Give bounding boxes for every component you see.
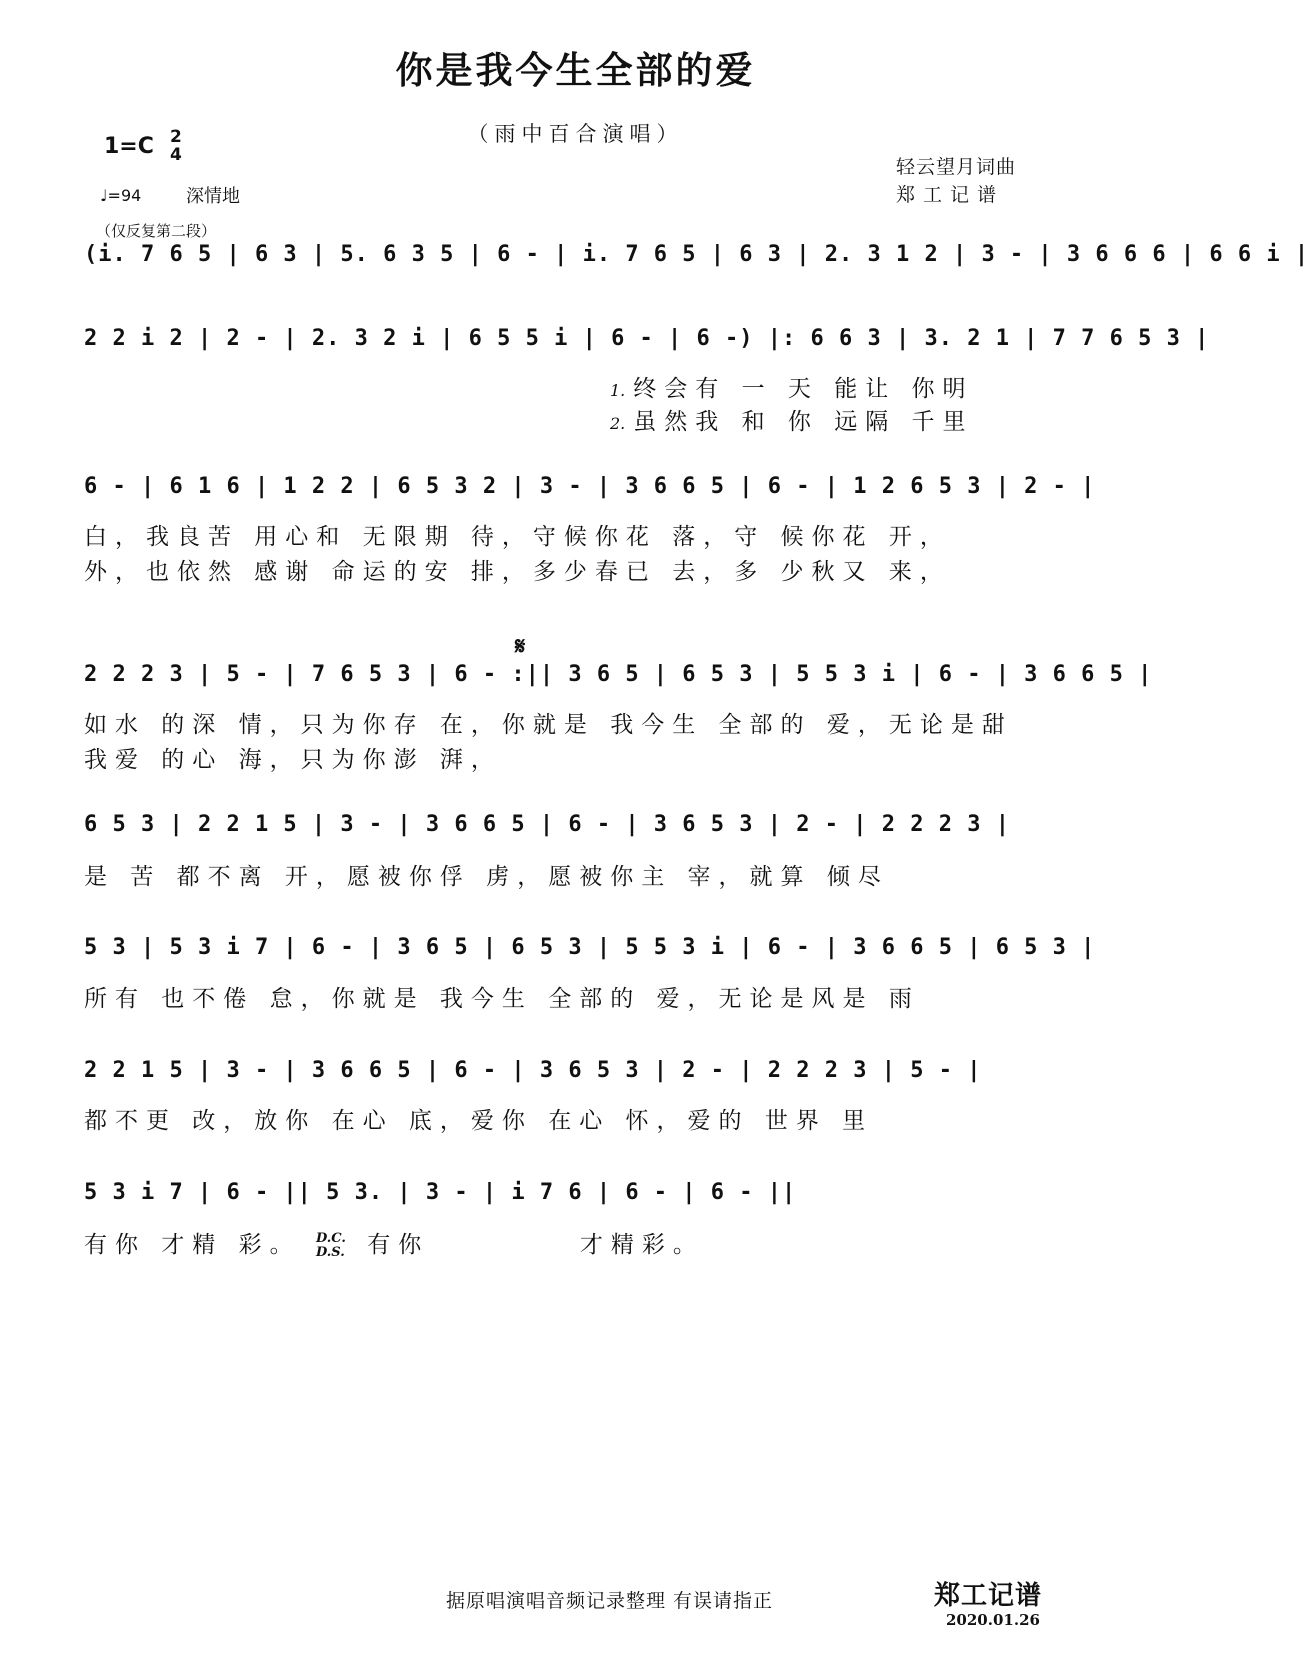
lyric-line-6: 所有 也不倦 怠，你就是 我今生 全部的 爱，无论是风是 雨 — [84, 986, 920, 1012]
staff-notes: 2 2 2 3 | 5 - | 7 6 5 3 | 6 - :|| 3 6 5 | 6 5 3 | 5 5 3 i | 6 - | 3 6 6 5 | — [84, 662, 1153, 687]
lyric-line-5: 是 苦 都不离 开，愿被你俘 虏，愿被你主 宰，就算 倾尽 — [84, 864, 889, 890]
verse-number: 1. — [610, 381, 626, 400]
lyric-text: 虽然我 和 你 远隔 千里 — [633, 409, 974, 435]
transcriber-credit: 郑工记谱 — [896, 184, 1005, 206]
lyric-text: 才精彩。 — [579, 1232, 704, 1258]
staff-notes: (i. 7 6 5 | 6 3 | 5. 6 3 5 | 6 - | i. 7 6 5 | 6 3 | 2. 3 1 2 | 3 - | 3 6 6 6 | 6 6 i | — [84, 242, 1309, 267]
ds-marking: D.S. — [315, 1245, 345, 1260]
staff-line-3 — [84, 474, 1094, 508]
staff-line-8 — [84, 1180, 844, 1214]
staff-line-4 — [84, 662, 1153, 696]
staff-line-1 — [84, 242, 1309, 276]
brand-stamp: 郑工记谱 — [934, 1581, 1043, 1611]
lyric-line-4-verse-1: 如水 的深 情，只为你存 在，你就是 我今生 全部的 爱，无论是甜 — [84, 712, 1013, 738]
time-bottom: 4 — [170, 145, 182, 165]
lyric-line-2-verse-1 — [610, 370, 1080, 403]
tempo-marking: ♩=94 — [100, 186, 142, 205]
staff-notes: 6 - | 6 1 6 | 1 2 2 | 6 5 3 2 | 3 - | 3 6 6 5 | 6 - | 1 2 6 5 3 | 2 - | — [84, 474, 1096, 499]
lyric-text: 有你 — [367, 1232, 430, 1258]
staff-line-5 — [84, 812, 1094, 846]
segno-sign: 𝄋 — [515, 632, 526, 660]
staff-notes: 2 2 i 2 | 2 - | 2. 3 2 i | 6 5 5 i | 6 - | 6 -) |: 6 6 3 | 3. 2 1 | 7 7 6 5 3 | — [84, 326, 1210, 351]
repeat-note: （仅反复第二段） — [96, 222, 217, 240]
time-top: 2 — [170, 127, 182, 147]
lyric-line-3-verse-2: 外，也依然 感谢 命运的安 排，多少春已 去，多 少秋又 来， — [84, 559, 951, 585]
expression-marking: 深情地 — [186, 186, 240, 207]
lyric-line-3-verse-1: 白，我良苦 用心和 无限期 待，守候你花 落，守 候你花 开， — [84, 524, 951, 550]
lyric-text: 终会有 一 天 能让 你明 — [633, 376, 974, 402]
lyric-line-4-verse-2: 我爱 的心 海，只为你澎 湃， — [84, 747, 502, 773]
staff-notes: 2 2 1 5 | 3 - | 3 6 6 5 | 6 - | 3 6 5 3 | 2 - | 2 2 2 3 | 5 - | — [84, 1058, 982, 1083]
key-signature: 1=C — [104, 134, 154, 159]
staff-notes: 5 3 i 7 | 6 - || 5 3. | 3 - | i 7 6 | 6 - | 6 - || — [84, 1180, 797, 1205]
verse-number: 2. — [610, 414, 626, 433]
lyric-line-7: 都不更 改，放你 在心 底，爱你 在心 怀，爱的 世界 里 — [84, 1108, 874, 1134]
staff-line-6 — [84, 935, 1094, 969]
page-title: 你是我今生全部的爱 — [395, 49, 756, 92]
staff-line-7 — [84, 1058, 1094, 1092]
composer-credit: 轻云望月词曲 — [896, 156, 1017, 178]
time-signature — [170, 128, 182, 164]
staff-line-2 — [84, 326, 1210, 360]
lyric-text: 有你 才精 彩。 — [84, 1232, 301, 1258]
footer-note: 据原唱演唱音频记录整理 有误请指正 — [446, 1590, 774, 1612]
footer-date: 2020.01.26 — [946, 1611, 1040, 1629]
staff-notes: 5 3 | 5 3 i 7 | 6 - | 3 6 5 | 6 5 3 | 5 5 3 i | 6 - | 3 6 6 5 | 6 5 3 | — [84, 935, 1096, 960]
lyric-line-2-verse-2 — [610, 403, 1080, 436]
dc-ds-marking — [316, 1232, 346, 1260]
lyric-line-8 — [84, 1226, 1084, 1260]
staff-notes: 6 5 3 | 2 2 1 5 | 3 - | 3 6 6 5 | 6 - | 3 6 5 3 | 2 - | 2 2 2 3 | — [84, 812, 1010, 837]
dc-marking: D.C. — [315, 1231, 346, 1246]
subtitle: （雨中百合演唱） — [467, 122, 684, 146]
